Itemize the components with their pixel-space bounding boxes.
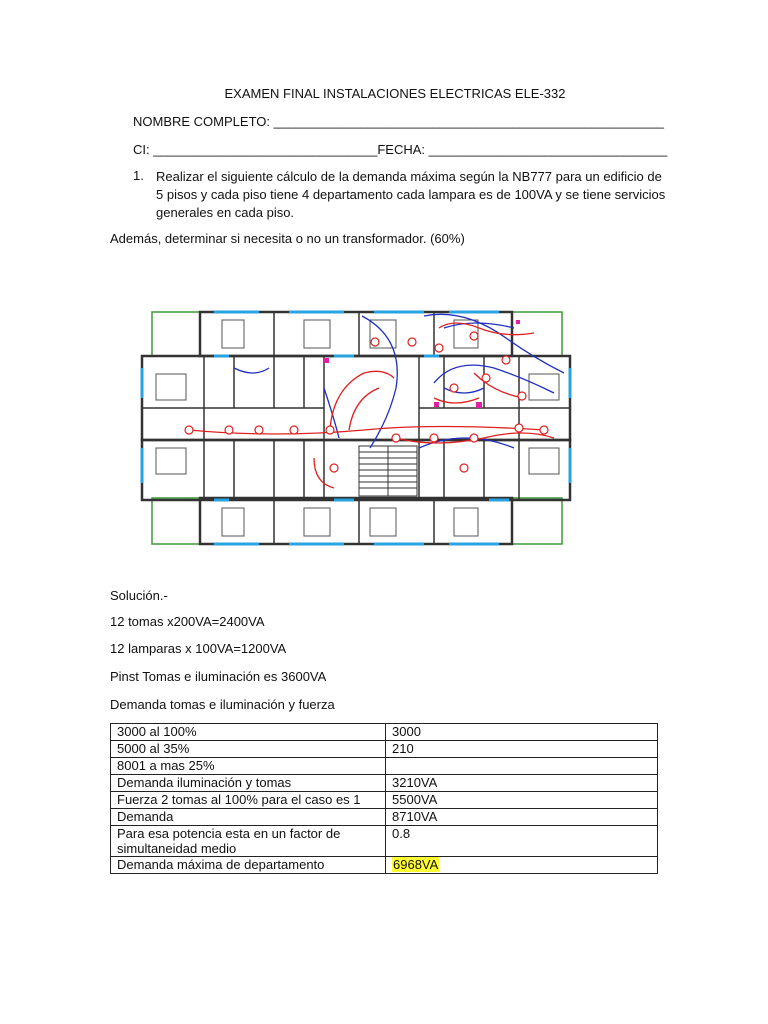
highlighted-result: 6968VA [393, 857, 439, 872]
row-label: Demanda iluminación y tomas [111, 775, 386, 792]
question-text: Realizar el siguiente cálculo de la demanda máxima según la NB777 para un edificio de 5 pisos y cada piso tiene 4 departamento cada lampara es de 100VA y se tiene servicios generales en cada piso. [156, 169, 666, 220]
table-row [111, 775, 658, 792]
solution-line: Pinst Tomas e iluminación es 3600VA [110, 669, 327, 684]
table-row [111, 809, 658, 826]
demand-table [110, 723, 658, 874]
solution-line: 12 tomas x200VA=2400VA [110, 614, 265, 629]
solution-line: 12 lamparas x 100VA=1200VA [110, 641, 287, 656]
ci-date-line: CI: _______________________________FECHA: _________________________________ [133, 142, 668, 157]
full-name-line: NOMBRE COMPLETO: ______________________________________________________ [133, 114, 665, 129]
row-label: 5000 al 35% [111, 741, 386, 758]
table-row [111, 741, 658, 758]
table-row [111, 724, 658, 741]
row-label: Para esa potencia esta en un factor de simultaneidad medio [111, 826, 386, 857]
row-label: Demanda máxima de departamento [111, 857, 386, 874]
row-value: 210 [386, 741, 658, 758]
table-row [111, 826, 658, 857]
row-value: 8710VA [386, 809, 658, 826]
solution-title: Solución.- [110, 588, 168, 603]
row-value: 3210VA [386, 775, 658, 792]
row-label: 3000 al 100% [111, 724, 386, 741]
row-value [386, 758, 658, 775]
solution-line: Demanda tomas e iluminación y fuerza [110, 697, 335, 712]
table-row [111, 792, 658, 809]
row-value: 0.8 [386, 826, 658, 857]
row-value-highlighted [386, 857, 658, 874]
row-label: Fuerza 2 tomas al 100% para el caso es 1 [111, 792, 386, 809]
row-value: 5500VA [386, 792, 658, 809]
question-number: 1. [133, 168, 144, 183]
row-value: 3000 [386, 724, 658, 741]
floor-plan-image [134, 298, 578, 560]
transformer-question: Además, determinar si necesita o no un transformador. (60%) [110, 231, 465, 246]
table-row [111, 857, 658, 874]
row-label: Demanda [111, 809, 386, 826]
table-row [111, 758, 658, 775]
row-label: 8001 a mas 25% [111, 758, 386, 775]
exam-title: EXAMEN FINAL INSTALACIONES ELECTRICAS ELE-332 [224, 86, 566, 101]
